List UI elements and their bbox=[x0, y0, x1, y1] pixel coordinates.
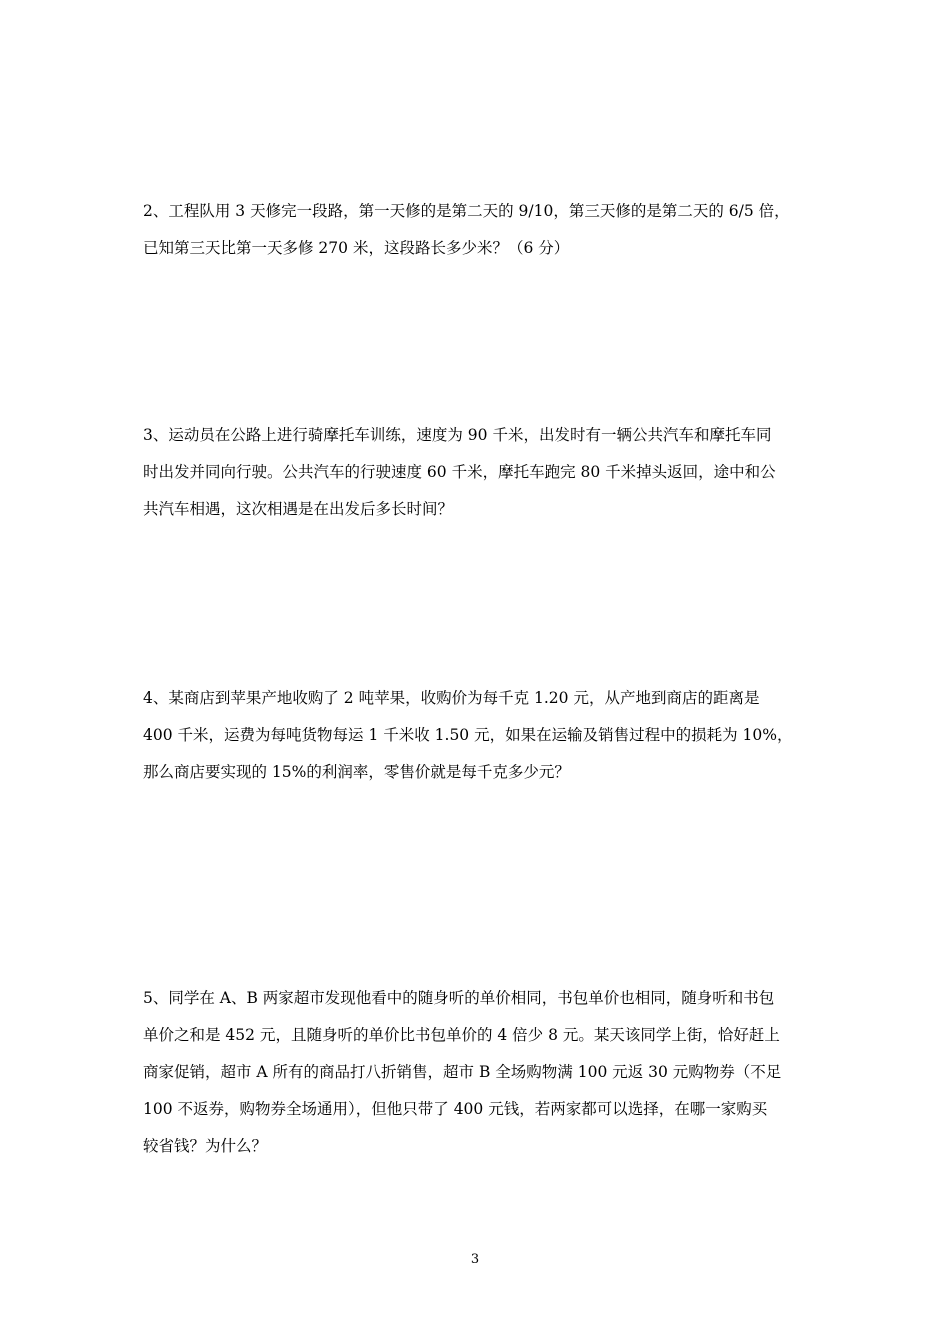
problem-3-line-1: 3、运动员在公路上进行骑摩托车训练，速度为 90 千米，出发时有一辆公共汽车和摩托车同 bbox=[143, 426, 772, 444]
problem-5 bbox=[143, 980, 813, 1165]
problem-2-line-2: 已知第三天比第一天多修 270 米，这段路长多少米？（6 分） bbox=[143, 239, 570, 257]
problem-5-line-1: 5、同学在 A、B 两家超市发现他看中的随身听的单价相同，书包单价也相同，随身听和书包 bbox=[143, 989, 775, 1007]
problem-2-line-1: 2、工程队用 3 天修完一段路，第一天修的是第二天的 9/10，第三天修的是第二天的 6/5 倍， bbox=[143, 202, 790, 220]
problem-3-line-3: 共汽车相遇，这次相遇是在出发后多长时间？ bbox=[143, 500, 454, 518]
problem-4-line-2: 400 千米，运费为每吨货物每运 1 千米收 1.50 元，如果在运输及销售过程中的损耗为 10%， bbox=[143, 726, 793, 744]
problem-5-line-4: 100 不返券，购物券全场通用），但他只带了 400 元钱，若两家都可以选择，在哪一家购买 bbox=[143, 1100, 768, 1118]
problem-2 bbox=[143, 193, 813, 267]
page-number: 3 bbox=[470, 1252, 480, 1267]
problem-5-line-3: 商家促销，超市 A 所有的商品打八折销售，超市 B 全场购物满 100 元返 30 元购物券（不足 bbox=[143, 1063, 782, 1081]
problem-5-line-5: 较省钱？为什么？ bbox=[143, 1137, 268, 1155]
problem-3 bbox=[143, 417, 813, 528]
problem-4-line-1: 4、某商店到苹果产地收购了 2 吨苹果，收购价为每千克 1.20 元，从产地到商店的距离是 bbox=[143, 689, 760, 707]
problem-4-line-3: 那么商店要实现的 15%的利润率，零售价就是每千克多少元？ bbox=[143, 763, 570, 781]
problem-5-line-2: 单价之和是 452 元，且随身听的单价比书包单价的 4 倍少 8 元。某天该同学上街，恰好赶上 bbox=[143, 1026, 780, 1044]
problem-4 bbox=[143, 680, 813, 791]
problem-3-line-2: 时出发并同向行驶。公共汽车的行驶速度 60 千米，摩托车跑完 80 千米掉头返回，途中和公 bbox=[143, 463, 776, 481]
